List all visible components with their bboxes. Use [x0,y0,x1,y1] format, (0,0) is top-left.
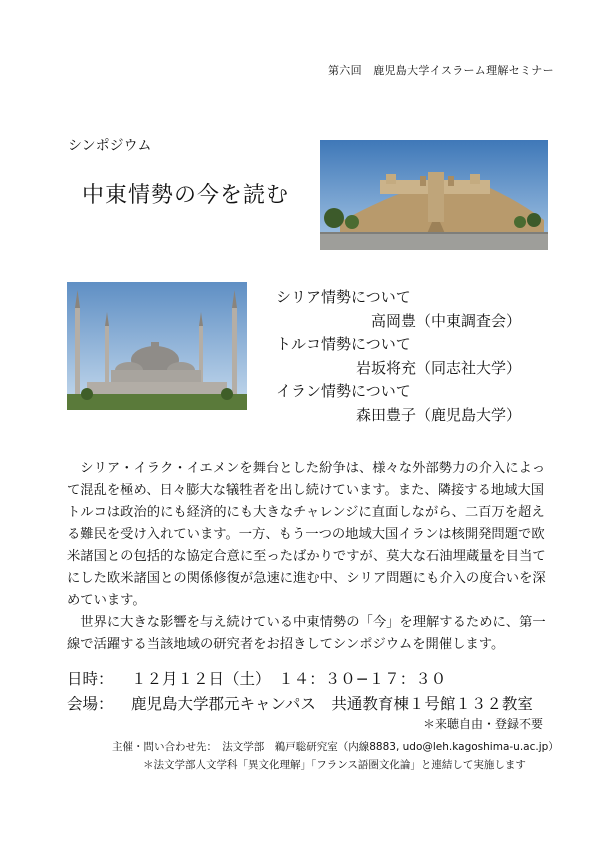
joint-course-note: ＊法文学部人文学科「異文化理解」「フランス語圏文化論」と連結して実施します [143,759,526,771]
citadel-photo [320,140,548,250]
venue-value: 鹿児島大学郡元キャンパス 共通教育棟１号館１３２教室 [131,695,533,713]
talk-speaker-iran: 森田豊子（鹿児島大学） [355,406,521,424]
event-type-label: シンポジウム [68,138,152,154]
talk-speaker-syria: 高岡豊（中東調査会） [370,312,521,330]
date-line [67,667,446,689]
date-value: １２月１２日（土） １４：３０−１７：３０ [131,670,447,688]
talk-topic-iran: イラン情勢について [276,382,411,400]
body-text [67,458,547,656]
body-paragraph-1: シリア・イラク・イエメンを舞台とした紛争は、様々な外部勢力の介入によって混乱を極め、日々膨大な犠牲者を出し続けています。また、隣接する地域大国トルコは政治的にも経済的にも大きなチャレンジに直面しながら、二百万を超える難民を受け入れています。一方、もう一つの地域大国イランは核開発問題で欧米諸国との包括的な協定合意に至ったばかりですが、莫大な石油埋蔵量を目当てにした欧米諸国との関係修復が急速に進む中、シリア問題にも介入の度合いを深めています。 [67,461,546,608]
contact-info: 主催・問い合わせ先： 法文学部 鵜戸聡研究室（内線8883, udo@leh.kagoshima-u.ac.jp） [112,741,559,753]
body-paragraph-2: 世界に大きな影響を与え続けている中東情勢の「今」を理解するために、第一線で活躍する当該地域の研究者をお招きしてシンポジウムを開催します。 [67,615,546,652]
citadel-illustration [320,140,548,250]
talk-topic-syria: シリア情勢について [276,288,411,306]
free-admission-note: ＊来聴自由・登録不要 [422,717,543,731]
venue-line [67,692,533,714]
mosque-illustration [67,282,247,410]
talk-topic-turkey: トルコ情勢について [276,335,411,353]
venue-label: 会場： [67,695,114,713]
date-label: 日時： [67,670,114,688]
page-title: 中東情勢の今を読む [82,183,290,208]
mosque-photo [67,282,247,410]
series-header: 第六回 鹿児島大学イスラーム理解セミナー [328,64,554,77]
talk-speaker-turkey: 岩坂将充（同志社大学） [355,359,521,377]
